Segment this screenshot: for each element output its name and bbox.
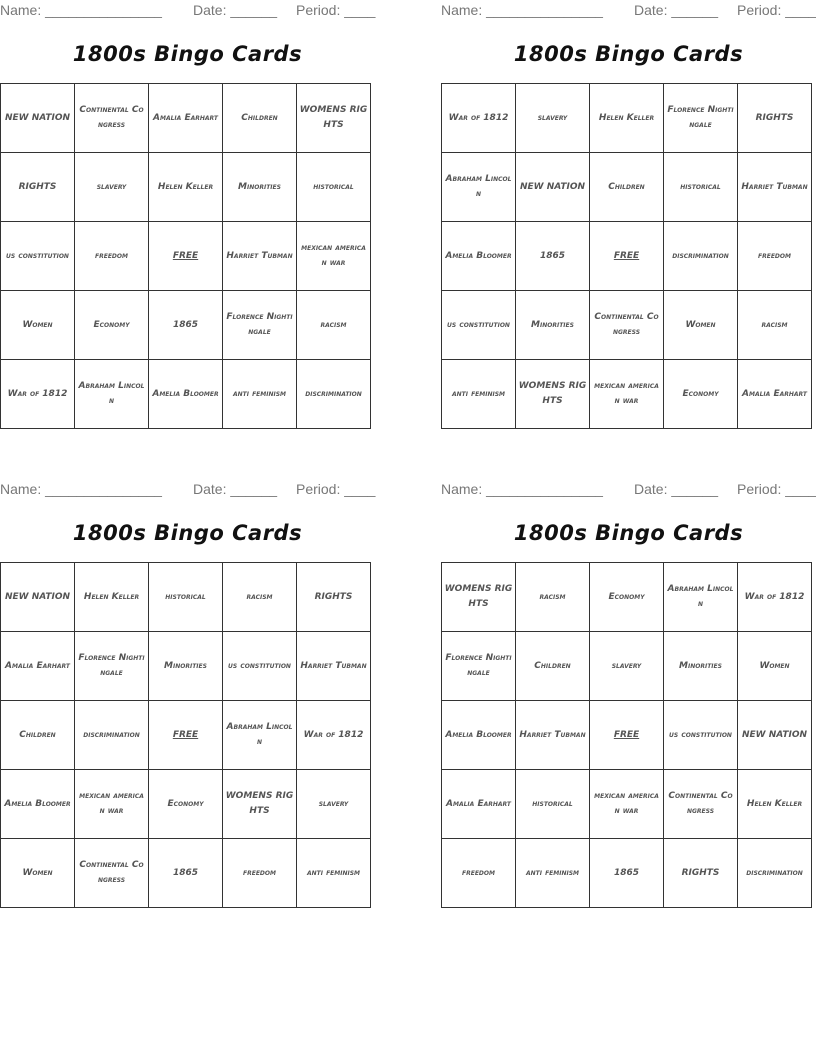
bingo-cell[interactable]: 1865 xyxy=(590,839,664,908)
bingo-cell[interactable]: anti feminism xyxy=(297,839,371,908)
bingo-cell[interactable]: Florence Nightingale xyxy=(75,632,149,701)
bingo-cell[interactable]: slavery xyxy=(516,84,590,153)
bingo-cell[interactable]: discrimination xyxy=(297,360,371,429)
bingo-cell[interactable]: Women xyxy=(738,632,812,701)
bingo-cell[interactable]: Abraham Lincoln xyxy=(223,701,297,770)
bingo-row xyxy=(1,770,371,839)
bingo-cell[interactable]: Amelia Bloomer xyxy=(442,701,516,770)
bingo-cell[interactable]: Economy xyxy=(664,360,738,429)
bingo-row xyxy=(442,701,812,770)
bingo-cell[interactable]: us constitution xyxy=(442,291,516,360)
bingo-cell[interactable]: WOMENS RIGHTS xyxy=(516,360,590,429)
bingo-cell[interactable]: racism xyxy=(516,563,590,632)
bingo-cell[interactable]: freedom xyxy=(75,222,149,291)
bingo-cell[interactable]: Helen Keller xyxy=(149,153,223,222)
bingo-row xyxy=(1,84,371,153)
bingo-cell[interactable]: discrimination xyxy=(738,839,812,908)
bingo-cell[interactable]: historical xyxy=(516,770,590,839)
bingo-row xyxy=(442,153,812,222)
card-title: 1800s Bingo Cards xyxy=(513,521,744,545)
bingo-cell[interactable]: slavery xyxy=(297,770,371,839)
bingo-cell[interactable]: War of 1812 xyxy=(738,563,812,632)
bingo-row xyxy=(1,222,371,291)
bingo-card-1 xyxy=(0,0,376,406)
bingo-cell[interactable]: anti feminism xyxy=(442,360,516,429)
bingo-cell[interactable]: freedom xyxy=(738,222,812,291)
name-field-label[interactable]: Name: _______________ xyxy=(0,481,162,497)
name-field-label[interactable]: Name: _______________ xyxy=(441,2,603,18)
bingo-cell[interactable]: Helen Keller xyxy=(75,563,149,632)
card-header xyxy=(0,479,375,501)
bingo-grid xyxy=(0,562,371,908)
card-title: 1800s Bingo Cards xyxy=(513,42,744,66)
bingo-cell[interactable]: Amelia Bloomer xyxy=(442,222,516,291)
bingo-cell[interactable]: anti feminism xyxy=(516,839,590,908)
free-space-cell[interactable]: FREE xyxy=(149,222,223,291)
bingo-cell[interactable]: Amalia Earhart xyxy=(1,632,75,701)
bingo-cell[interactable]: freedom xyxy=(442,839,516,908)
bingo-row xyxy=(1,291,371,360)
bingo-row xyxy=(442,222,812,291)
bingo-cell[interactable]: Economy xyxy=(75,291,149,360)
bingo-cell[interactable]: Economy xyxy=(149,770,223,839)
bingo-cell[interactable]: 1865 xyxy=(516,222,590,291)
bingo-cell[interactable]: Children xyxy=(516,632,590,701)
bingo-cell[interactable]: us constitution xyxy=(664,701,738,770)
bingo-cell[interactable]: Harriet Tubman xyxy=(738,153,812,222)
period-field-label[interactable]: Period: ____ xyxy=(737,2,816,18)
bingo-row xyxy=(1,360,371,429)
bingo-cell[interactable]: Abraham Lincoln xyxy=(664,563,738,632)
bingo-cell[interactable]: mexican american war xyxy=(75,770,149,839)
bingo-cell[interactable]: Children xyxy=(1,701,75,770)
bingo-cell[interactable]: slavery xyxy=(590,632,664,701)
date-field-label[interactable]: Date: ______ xyxy=(634,2,719,18)
free-space-cell[interactable]: FREE xyxy=(149,701,223,770)
period-field-label[interactable]: Period: ____ xyxy=(296,2,376,18)
bingo-cell[interactable]: slavery xyxy=(75,153,149,222)
bingo-cell[interactable]: Harriet Tubman xyxy=(516,701,590,770)
bingo-cell[interactable]: Minorities xyxy=(664,632,738,701)
name-field-label[interactable]: Name: _______________ xyxy=(441,481,603,497)
bingo-cell[interactable]: Continental Congress xyxy=(664,770,738,839)
bingo-cell[interactable]: racism xyxy=(297,291,371,360)
bingo-row xyxy=(442,291,812,360)
bingo-row xyxy=(1,701,371,770)
bingo-cell[interactable]: discrimination xyxy=(75,701,149,770)
bingo-cell[interactable]: Amelia Bloomer xyxy=(1,770,75,839)
bingo-row xyxy=(1,839,371,908)
date-field-label[interactable]: Date: ______ xyxy=(634,481,719,497)
bingo-cell[interactable]: Amalia Earhart xyxy=(149,84,223,153)
card-title: 1800s Bingo Cards xyxy=(72,521,303,545)
period-field-label[interactable]: Period: ____ xyxy=(737,481,816,497)
bingo-cell[interactable]: Abraham Lincoln xyxy=(75,360,149,429)
bingo-row xyxy=(442,839,812,908)
card-title: 1800s Bingo Cards xyxy=(72,42,303,66)
bingo-cell[interactable]: Children xyxy=(590,153,664,222)
bingo-cell[interactable]: Women xyxy=(664,291,738,360)
bingo-row xyxy=(442,84,812,153)
bingo-cell[interactable]: Florence Nightingale xyxy=(442,632,516,701)
bingo-cell[interactable]: Minorities xyxy=(516,291,590,360)
bingo-row xyxy=(1,632,371,701)
bingo-cell[interactable]: mexican american war xyxy=(590,360,664,429)
bingo-cell[interactable]: Children xyxy=(223,84,297,153)
period-field-label[interactable]: Period: ____ xyxy=(296,481,376,497)
bingo-cell[interactable]: Helen Keller xyxy=(590,84,664,153)
bingo-cell[interactable]: Florence Nightingale xyxy=(664,84,738,153)
bingo-row xyxy=(442,360,812,429)
bingo-grid xyxy=(441,83,812,429)
bingo-grid xyxy=(441,562,812,908)
bingo-cell[interactable]: Amalia Earhart xyxy=(738,360,812,429)
bingo-row xyxy=(442,770,812,839)
bingo-cell[interactable]: RIGHTS xyxy=(1,153,75,222)
bingo-cell[interactable]: 1865 xyxy=(149,839,223,908)
bingo-cell[interactable]: 1865 xyxy=(149,291,223,360)
bingo-row xyxy=(442,563,812,632)
bingo-card-4 xyxy=(441,479,816,878)
bingo-cell[interactable]: racism xyxy=(223,563,297,632)
bingo-cell[interactable]: Abraham Lincoln xyxy=(442,153,516,222)
bingo-cell[interactable]: mexican american war xyxy=(297,222,371,291)
bingo-cell[interactable]: Continental Congress xyxy=(75,839,149,908)
bingo-cell[interactable]: Helen Keller xyxy=(738,770,812,839)
bingo-cell[interactable]: RIGHTS xyxy=(738,84,812,153)
bingo-cell[interactable]: War of 1812 xyxy=(1,360,75,429)
card-header xyxy=(0,0,375,22)
bingo-cell[interactable]: Florence Nightingale xyxy=(223,291,297,360)
date-field-label[interactable]: Date: ______ xyxy=(193,2,278,18)
bingo-cell[interactable]: NEW NATION xyxy=(738,701,812,770)
bingo-cell[interactable]: Continental Congress xyxy=(590,291,664,360)
bingo-cell[interactable]: NEW NATION xyxy=(1,563,75,632)
bingo-row xyxy=(1,563,371,632)
bingo-cell[interactable]: Amalia Earhart xyxy=(442,770,516,839)
bingo-cell[interactable]: discrimination xyxy=(664,222,738,291)
name-field-label[interactable]: Name: _______________ xyxy=(0,2,162,18)
bingo-row xyxy=(1,153,371,222)
bingo-cell[interactable]: WOMENS RIGHTS xyxy=(442,563,516,632)
bingo-cell[interactable]: Economy xyxy=(590,563,664,632)
date-field-label[interactable]: Date: ______ xyxy=(193,481,278,497)
bingo-cell[interactable]: historical xyxy=(149,563,223,632)
bingo-cell[interactable]: Minorities xyxy=(223,153,297,222)
bingo-cell[interactable]: NEW NATION xyxy=(516,153,590,222)
bingo-cell[interactable]: Harriet Tubman xyxy=(297,632,371,701)
bingo-cell[interactable]: Continental Congress xyxy=(75,84,149,153)
bingo-cell[interactable]: historical xyxy=(664,153,738,222)
bingo-cell[interactable]: Amelia Bloomer xyxy=(149,360,223,429)
bingo-cell[interactable]: NEW NATION xyxy=(1,84,75,153)
bingo-grid xyxy=(0,83,371,429)
bingo-cell[interactable]: Minorities xyxy=(149,632,223,701)
bingo-card-2 xyxy=(441,0,816,406)
bingo-cell[interactable]: historical xyxy=(297,153,371,222)
bingo-cell[interactable]: War of 1812 xyxy=(297,701,371,770)
bingo-cell[interactable]: Harriet Tubman xyxy=(223,222,297,291)
bingo-cell[interactable]: WOMENS RIGHTS xyxy=(223,770,297,839)
bingo-cell[interactable]: War of 1812 xyxy=(442,84,516,153)
bingo-cell[interactable]: freedom xyxy=(223,839,297,908)
bingo-cell[interactable]: RIGHTS xyxy=(297,563,371,632)
bingo-cell[interactable]: racism xyxy=(738,291,812,360)
card-header xyxy=(441,0,816,22)
bingo-cell[interactable]: RIGHTS xyxy=(664,839,738,908)
free-space-cell[interactable]: FREE xyxy=(590,222,664,291)
bingo-card-3 xyxy=(0,479,376,885)
bingo-cell[interactable]: WOMENS RIGHTS xyxy=(297,84,371,153)
bingo-row xyxy=(442,632,812,701)
bingo-cell[interactable]: us constitution xyxy=(223,632,297,701)
free-space-cell[interactable]: FREE xyxy=(590,701,664,770)
card-header xyxy=(441,479,816,501)
bingo-cell[interactable]: mexican american war xyxy=(590,770,664,839)
bingo-cell[interactable]: us constitution xyxy=(1,222,75,291)
bingo-cell[interactable]: Women xyxy=(1,291,75,360)
bingo-cell[interactable]: Women xyxy=(1,839,75,908)
bingo-cell[interactable]: anti feminism xyxy=(223,360,297,429)
